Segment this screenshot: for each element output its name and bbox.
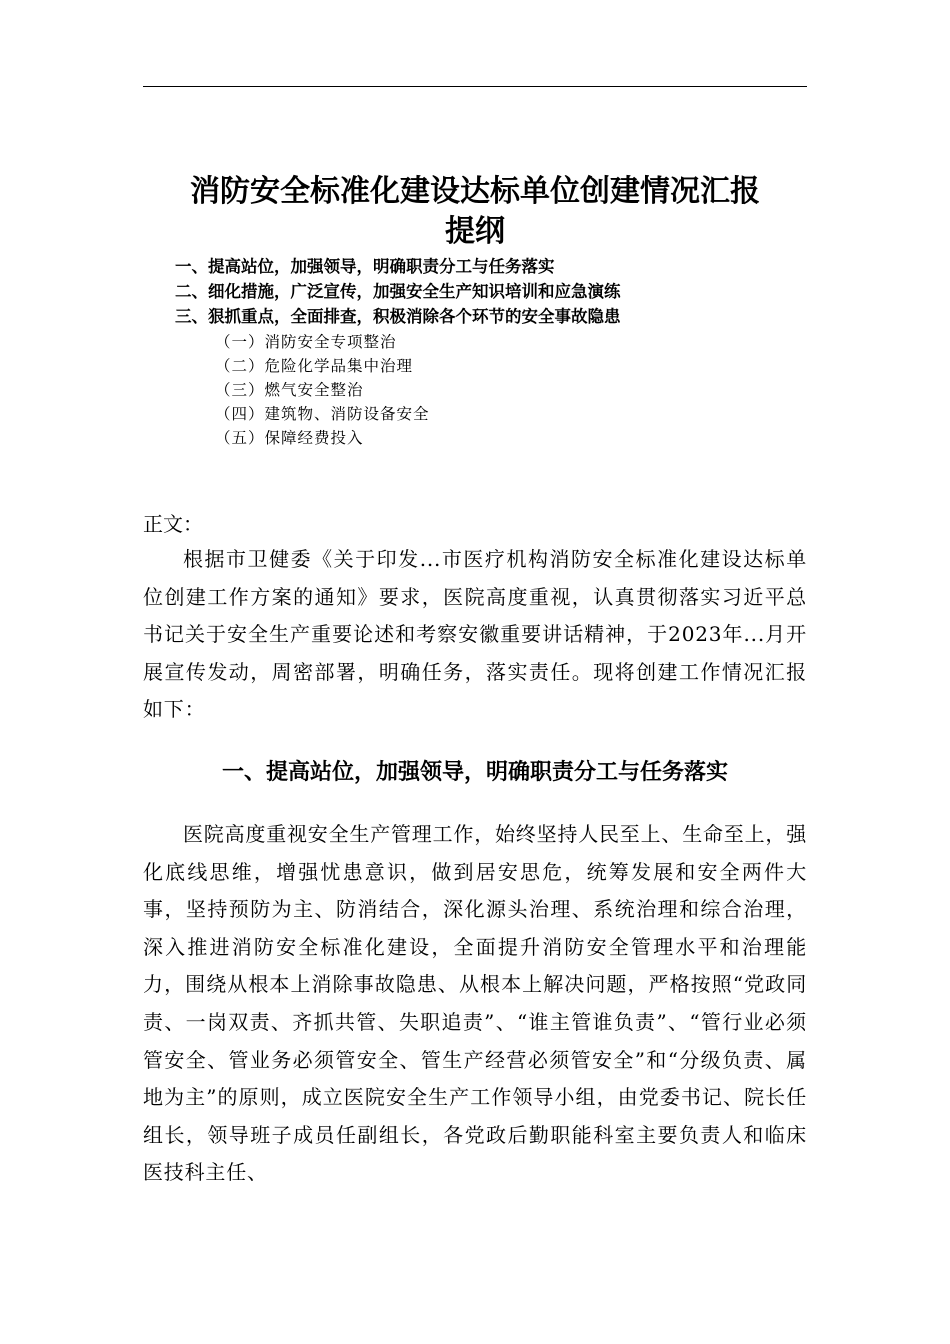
outline-subitem: （四）建筑物、消防设备安全 [215,405,430,423]
outline-subitem: （二）危险化学品集中治理 [215,357,414,375]
body-label: 正文： [143,512,203,536]
outline-item: 二、细化措施，广泛宣传，加强安全生产知识培训和应急演练 [175,282,621,301]
outline-subitem: （一）消防安全专项整治 [215,333,397,351]
outline-item: 一、提高站位，加强领导，明确职责分工与任务落实 [175,257,555,276]
header-rule [143,86,807,87]
intro-paragraph: 根据市卫健委《关于印发...市医疗机构消防安全标准化建设达标单位创建工作方案的通知》要求，医院高度重视，认真贯彻落实习近平总书记关于安全生产重要论述和考察安徽重要讲话精神，于2023年...月开展宣传发动，周密部署，明确任务，落实责任。现将创建工作情况汇报如下： [143,547,807,722]
outline-subitem: （五）保障经费投入 [215,429,364,447]
outline-item: 三、狠抓重点，全面排查，积极消除各个环节的安全事故隐患 [175,307,621,326]
section-heading: 一、提高站位，加强领导，明确职责分工与任务落实 [221,760,728,785]
document-title: 消防安全标准化建设达标单位创建情况汇报 [190,174,760,209]
document-title-continued: 提纲 [445,214,505,249]
outline-subitem: （三）燃气安全整治 [215,381,364,399]
body-paragraph: 医院高度重视安全生产管理工作，始终坚持人民至上、生命至上，强化底线思维，增强忧患意识，做到居安思危，统筹发展和安全两件大事，坚持预防为主、防消结合，深化源头治理、系统治理和综合治理，深入推进消防安全标准化建设，全面提升消防安全管理水平和治理能力，围绕从根本上消除事故隐患、从根本上解决问题，严格按照“党政同责、一岗双责、齐抓共管、失职追责”、“谁主管谁负责”、“管行业必须管安全、管业务必须管安全、管生产经营必须管安全”和“分级负责、属地为主”的原则，成立医院安全生产工作领导小组，由党委书记、院长任组长，领导班子成员任副组长，各党政后勤职能科室主要负责人和临床医技科主任、 [143,822,807,1185]
